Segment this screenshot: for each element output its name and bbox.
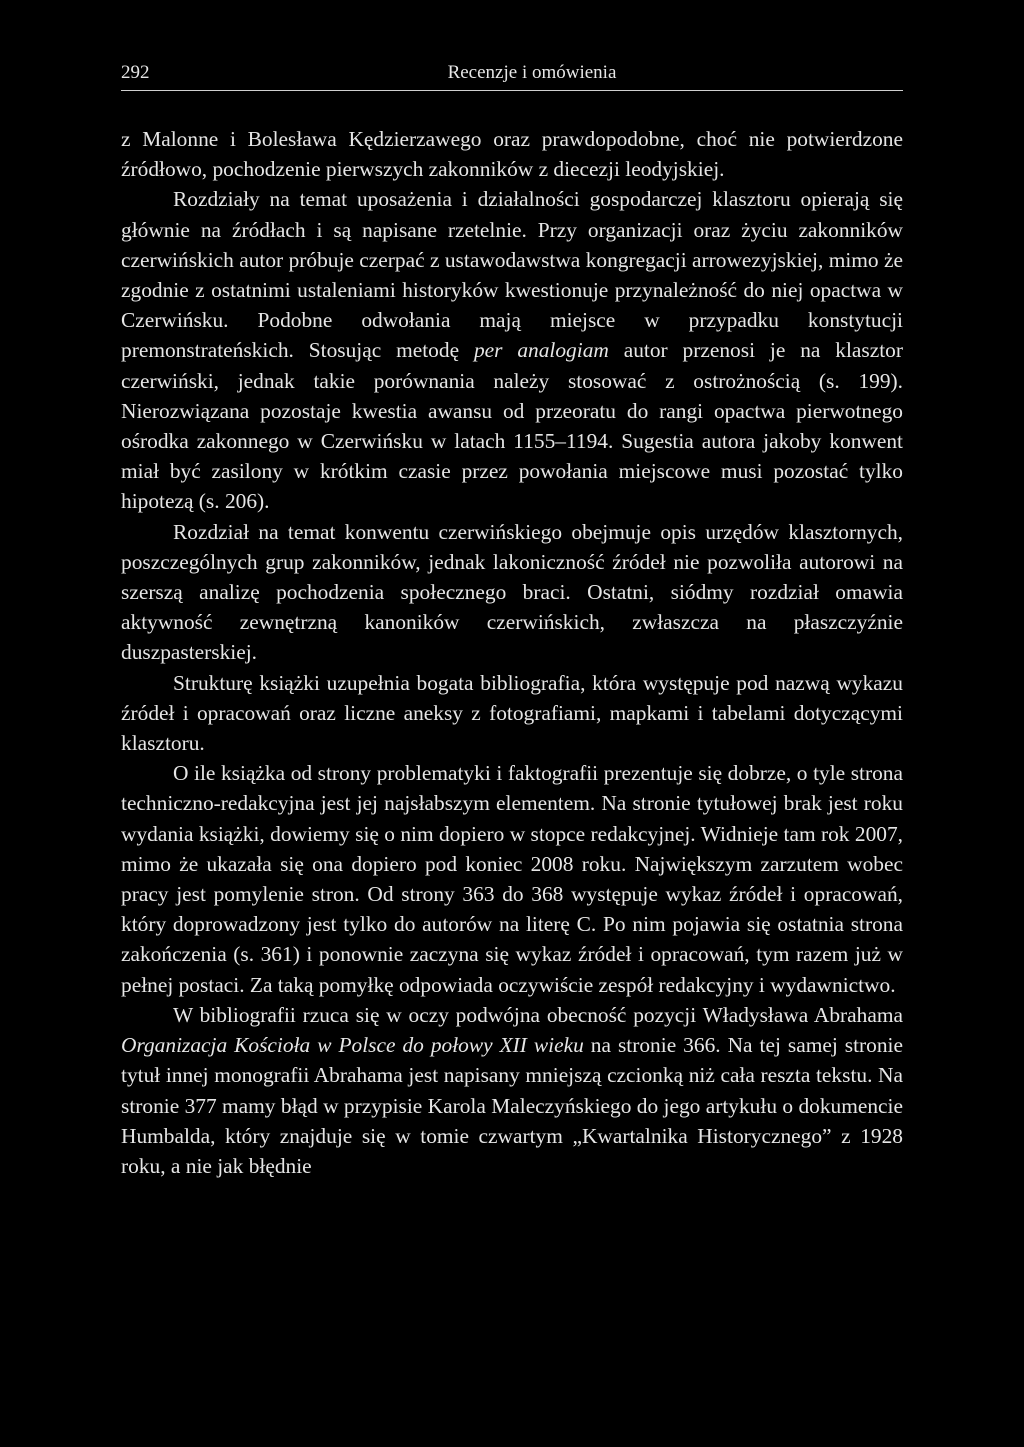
text-segment: z Malonne i Bolesława Kędzierzawego oraz prawdopodobne, choć nie potwierdzone źródłowo, pochodzenie pierwszych zakonników z diecezji leodyjskiej. (121, 127, 903, 182)
paragraph (121, 124, 903, 184)
body-text (121, 124, 903, 1181)
text-segment: Strukturę książki uzupełnia bogata bibliografia, która występuje pod nazwą wykazu źródeł i opracowań oraz liczne aneksy z fotografiami, mapkami i tabelami dotyczącymi klasztoru. (121, 670, 903, 756)
paragraph (121, 517, 903, 668)
text-segment: W bibliografii rzuca się w oczy podwójna obecność pozycji Władysława Abrahama (173, 1002, 903, 1027)
text-segment: autor przenosi je na klasztor czerwiński, jednak takie porównania należy stosować z ostrożnością (s. 199). Nierozwiązana pozostaje kwestia awansu od przeoratu do rangi opactwa pierwotnego ośrodka zakonnego w Czerwińsku w latach 1155–1194. Sugestia autora jakoby konwent miał być zasilony w krótkim czasie przez powołania miejscowe musi pozostać tylko hipotezą (s. 206). (121, 338, 903, 514)
italic-text: Organizacja Kościoła w Polsce do połowy XII wieku (121, 1033, 584, 1058)
paragraph (121, 758, 903, 1000)
page-header (121, 60, 903, 91)
paragraph (121, 668, 903, 759)
italic-text: per analogiam (473, 338, 609, 363)
page-number: 292 (121, 62, 150, 83)
text-segment: Rozdziały na temat uposażenia i działalności gospodarczej klasztoru opierają się głównie na źródłach i są napisane rzetelnie. Przy organizacji oraz życiu zakonników czerwińskich autor próbuje czerpać z ustawodawstwa kongregacji arrowezyjskiej, mimo że zgodnie z ostatnimi ustaleniami historyków kwestionuje przynależność do niej opactwa w Czerwińsku. Podobne odwołania mają miejsce w przypadku konstytucji premonstrateńskich. Stosując metodę (121, 187, 903, 363)
text-segment: na stronie 366. Na tej samej stronie tytuł innej monografii Abrahama jest napisany mniejszą czcionką niż cała reszta tekstu. Na stronie 377 mamy błąd w przypisie Karola Maleczyńskiego do jego artykułu o dokumencie Humbalda, który znajduje się w tomie czwartym „Kwartalnika Historycznego” z 1928 roku, a nie jak błędnie (121, 1033, 903, 1178)
text-segment: Rozdział na temat konwentu czerwińskiego obejmuje opis urzędów klasztornych, poszczególnych grup zakonników, jednak lakoniczność źródeł nie pozwoliła autorowi na szerszą analizę pochodzenia społecznego braci. Ostatni, siódmy rozdział omawia aktywność zewnętrzną kanoników czerwińskich, zwłaszcza na płaszczyźnie duszpasterskiej. (121, 519, 903, 665)
running-head: Recenzje i omówienia (447, 62, 617, 83)
text-segment: O ile książka od strony problematyki i faktografii prezentuje się dobrze, o tyle strona techniczno-redakcyjna jest jej najsłabszym elementem. Na stronie tytułowej brak jest roku wydania książki, dowiemy się o nim dopiero w stopce redakcyjnej. Widnieje tam rok 2007, mimo że ukazała się ona dopiero pod koniec 2008 roku. Największym zarzutem wobec pracy jest pomylenie stron. Od strony 363 do 368 występuje wykaz źródeł i opracowań, który doprowadzony jest tylko do autorów na literę C. Po nim pojawia się ostatnia strona zakończenia (s. 361) i ponownie zaczyna się wykaz źródeł i opracowań, tym razem już w pełnej postaci. Za taką pomyłkę odpowiada oczywiście zespół redakcyjny i wydawnictwo. (121, 761, 903, 997)
paragraph (121, 184, 903, 516)
paragraph (121, 1000, 903, 1181)
